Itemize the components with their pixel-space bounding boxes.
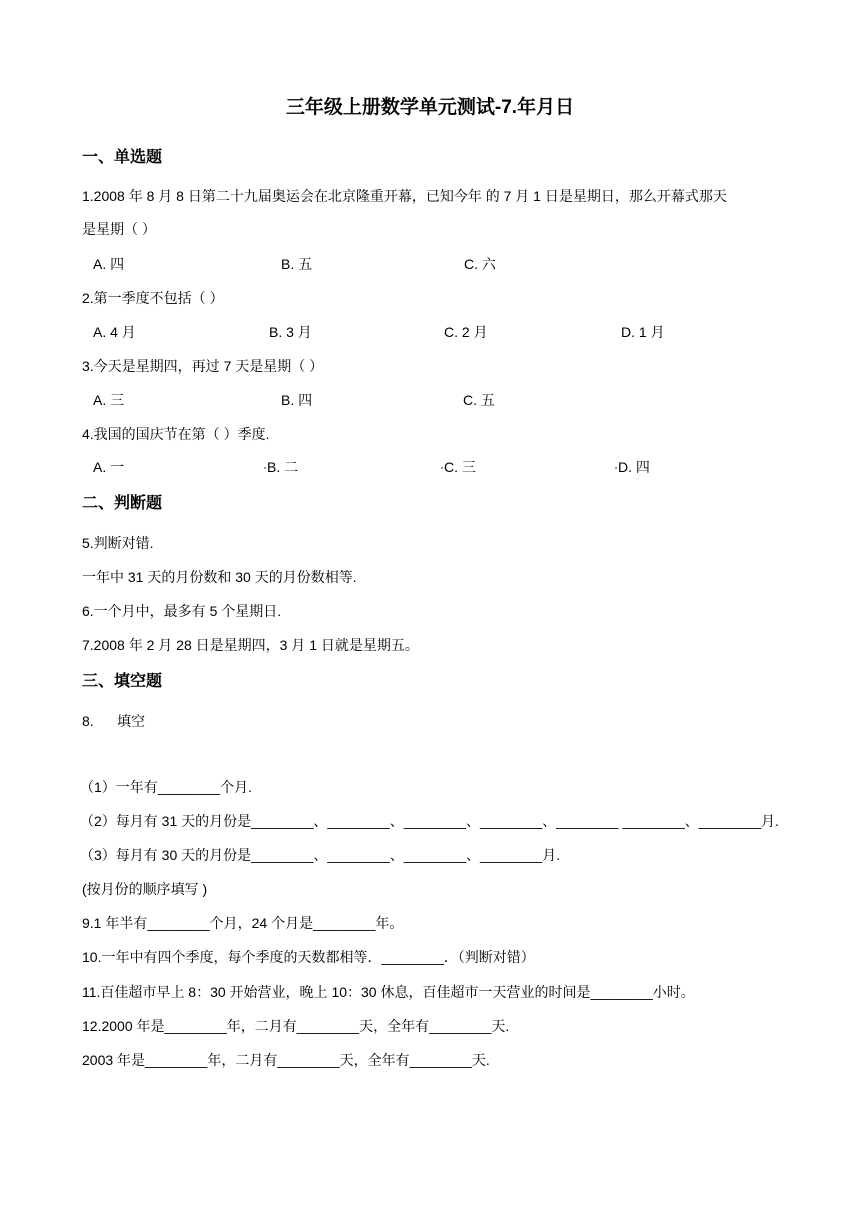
section-heading-single-choice: 一、单选题 [82,149,163,166]
question-7-text: 7.2008 年 2 月 28 日是星期四，3 月 1 日就是星期五。 [82,637,419,653]
question-8-part-3: （3）每月有 30 天的月份是________、________、________、________月. [80,847,561,863]
question-1-option-c: C. 六 [464,256,496,272]
question-11-text: 11.百佳超市早上 8：30 开始营业，晚上 10：30 休息，百佳超市一天营业的时间是________小时。 [82,984,695,1000]
question-10-text: 10.一年中有四个季度，每个季度的天数都相等．________．（判断对错） [82,949,535,965]
question-2-text: 2.第一季度不包括（ ） [82,290,224,306]
question-9-text: 9.1 年半有________个月，24 个月是________年。 [82,915,404,931]
question-4-option-a: A. 一 [93,459,125,475]
question-3-option-a: A. 三 [93,392,125,408]
question-8-note: (按月份的顺序填写 ) [82,881,208,897]
question-4-option-c: C. 三 [441,457,476,477]
question-4-option-d: D. 四 [615,457,650,477]
bullet-dot-icon [441,467,443,469]
question-12-text: 12.2000 年是________年，二月有________天，全年有________天. [82,1018,510,1034]
section-heading-fill-blank: 三、填空题 [82,673,163,690]
question-2-option-d: D. 1 月 [621,324,665,340]
question-1-option-b: B. 五 [281,256,313,272]
question-4-option-b: B. 二 [264,457,298,477]
question-3-option-c: C. 五 [463,392,495,408]
question-3-option-b: B. 四 [281,392,313,408]
question-8-part-1: （1）一年有________个月. [80,779,252,795]
question-1-option-a: A. 四 [93,256,125,272]
question-1-line-2: 是星期（ ） [82,221,156,237]
question-2-option-a: A. 4 月 [93,324,136,340]
section-heading-true-false: 二、判断题 [82,495,163,512]
bullet-dot-icon [615,467,617,469]
page-title: 三年级上册数学单元测试-7.年月日 [285,97,575,118]
question-12-line-2: 2003 年是________年，二月有________天，全年有________天. [82,1052,490,1068]
question-6-text: 6.一个月中，最多有 5 个星期日. [82,603,282,619]
question-8-text: 8. 填空 [82,713,146,729]
question-4-text: 4.我国的国庆节在第（ ）季度. [82,426,270,442]
question-2-option-c: C. 2 月 [444,324,488,340]
question-5-text: 5.判断对错. [82,535,154,551]
bullet-dot-icon [264,467,266,469]
question-8-part-2: （2）每月有 31 天的月份是________、________、________、________、________ ________、________月. [80,813,779,829]
question-2-option-b: B. 3 月 [269,324,312,340]
question-1-line-1: 1.2008 年 8 月 8 日第二十九届奥运会在北京隆重开幕，已知今年 的 7 月 1 日是星期日，那么开幕式那天 [82,188,727,204]
question-3-text: 3.今天是星期四，再过 7 天是星期（ ） [82,358,324,374]
question-5-statement: 一年中 31 天的月份数和 30 天的月份数相等. [82,569,357,585]
